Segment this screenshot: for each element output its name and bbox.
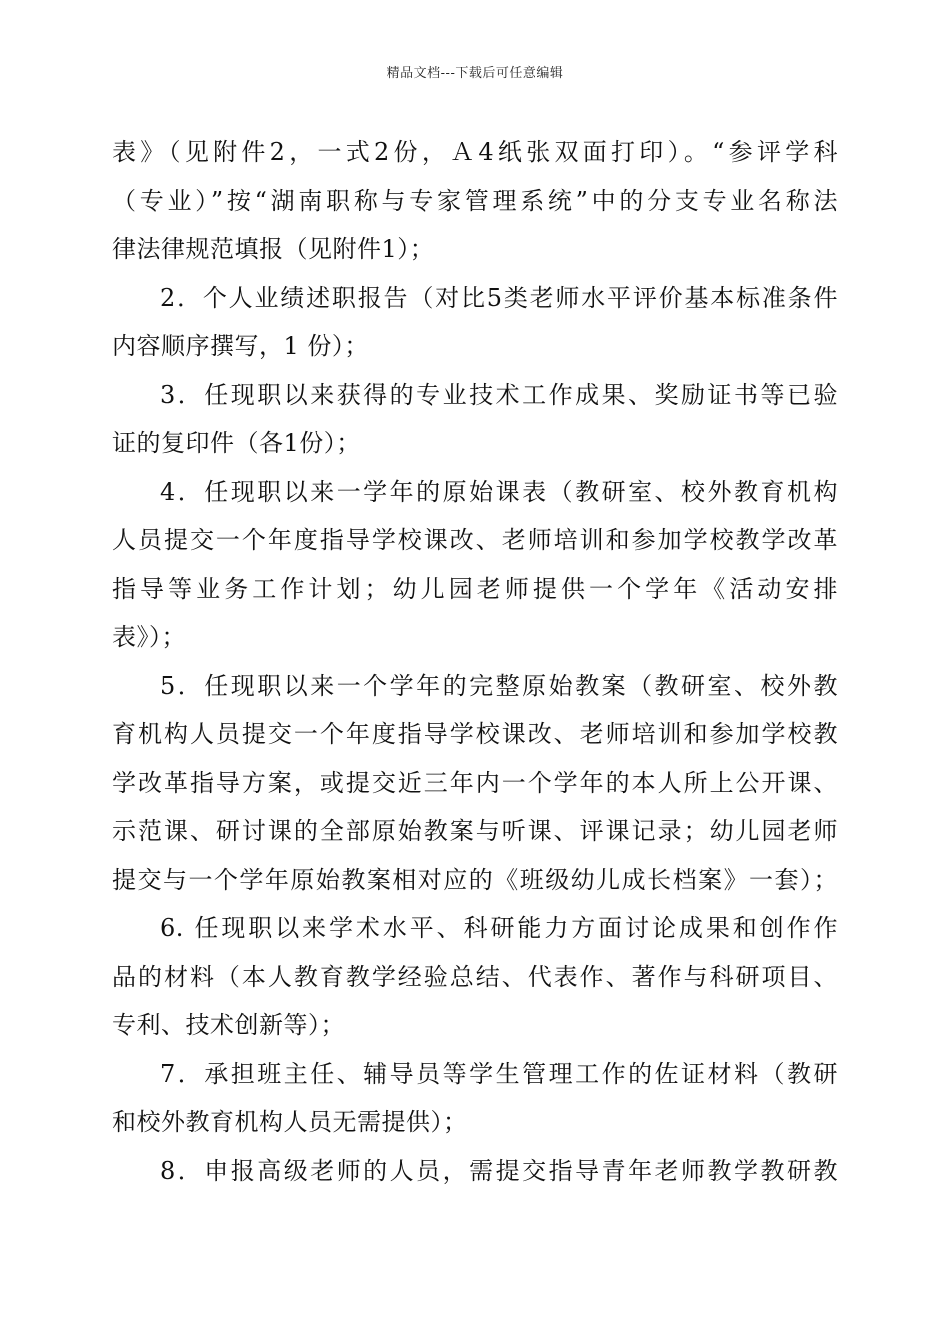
text-line: （专业）”按“湖南职称与专家管理系统”中的分支专业名称法 — [112, 186, 838, 215]
text-line: 表》）； — [112, 623, 186, 651]
text-line: 证的复印件（各1份）； — [112, 429, 361, 457]
text-line: 和校外教育机构人员无需提供）； — [112, 1108, 468, 1136]
list-item-6-start: 6. 任现职以来学术水平、科研能力方面讨论成果和创作作 — [160, 914, 838, 942]
text-line: 指导等业务工作计划；幼儿园老师提供一个学年《活动安排 — [112, 574, 838, 603]
document-body — [112, 128, 838, 1195]
text-line: 表》（见附件2，一式2份，Ａ4纸张双面打印）。“参评学科 — [112, 138, 838, 166]
list-item-5-start: 5．任现职以来一个学年的完整原始教案（教研室、校外教 — [160, 671, 838, 700]
text-line: 育机构人员提交一个年度指导学校课改、老师培训和参加学校教 — [112, 720, 838, 748]
list-item-3-start: 3．任现职以来获得的专业技术工作成果、奖励证书等已验 — [160, 380, 838, 409]
list-item-8-start: 8．申报高级老师的人员，需提交指导青年老师教学教研教 — [160, 1156, 838, 1185]
text-line: 内容顺序撰写，1 份）； — [112, 332, 369, 360]
text-line: 示范课、研讨课的全部原始教案与听课、评课记录；幼儿园老师 — [112, 817, 838, 845]
list-item-2-start: 2．个人业绩述职报告（对比5类老师水平评价基本标准条件 — [160, 283, 838, 312]
list-item-7-start: 7．承担班主任、辅导员等学生管理工作的佐证材料（教研 — [160, 1059, 838, 1088]
page-header: 精品文档---下载后可任意编辑 — [386, 66, 564, 81]
text-line: 律法律规范填报（见附件1）； — [112, 235, 435, 263]
text-line: 提交与一个学年原始教案相对应的《班级幼儿成长档案》一套）； — [112, 865, 838, 894]
text-line: 学改革指导方案，或提交近三年内一个学年的本人所上公开课、 — [112, 768, 838, 797]
list-item-4-start: 4．任现职以来一学年的原始课表（教研室、校外教育机构 — [160, 477, 838, 506]
text-line: 品的材料（本人教育教学经验总结、代表作、著作与科研项目、 — [112, 962, 838, 991]
text-line: 人员提交一个年度指导学校课改、老师培训和参加学校教学改革 — [112, 526, 838, 554]
text-line: 专利、技术创新等）； — [112, 1011, 345, 1039]
